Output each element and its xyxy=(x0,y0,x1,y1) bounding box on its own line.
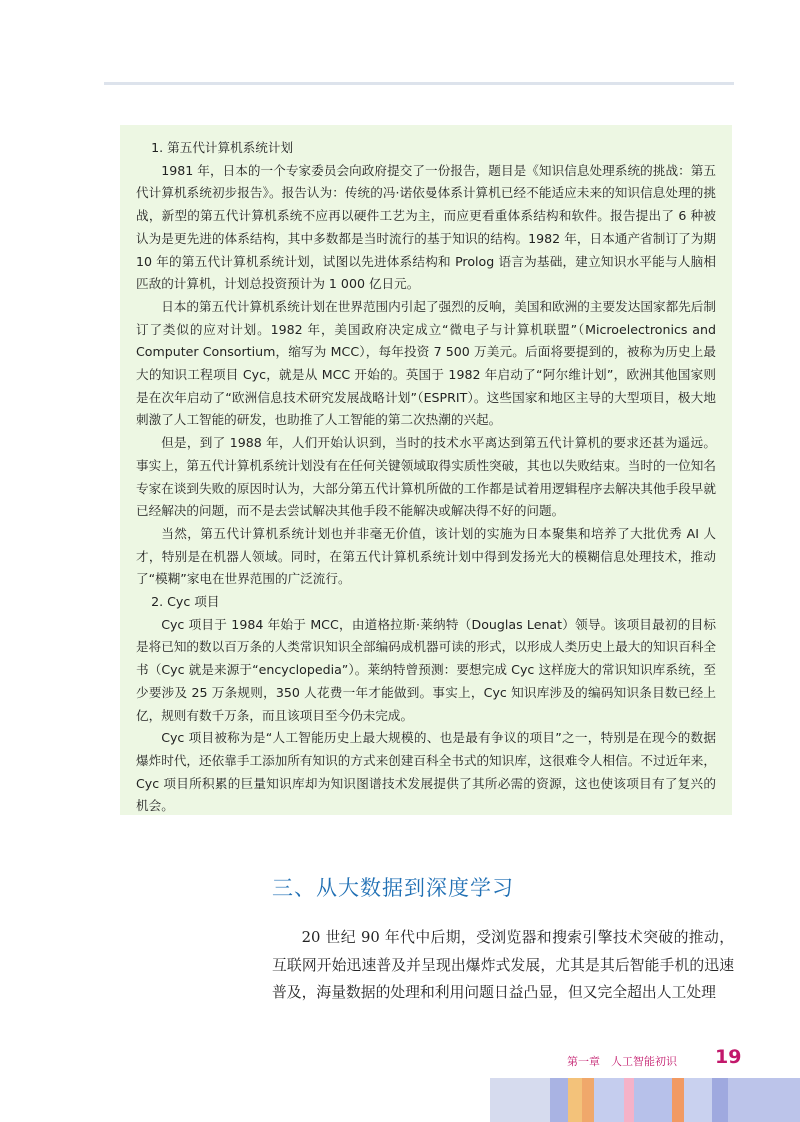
section-body: 20 世纪 90 年代中后期，受浏览器和搜索引擎技术突破的推动，互联网开始迅速普及并呈现出爆炸式发展，尤其是其后智能手机的迅速普及，海量数据的处理和利用问题日益凸显，但又完全超出人工处理 xyxy=(272,929,734,1001)
reading-box xyxy=(120,125,732,815)
box-paragraph: 日本的第五代计算机系统计划在世界范围内引起了强烈的反响，美国和欧洲的主要发达国家都先后制订了类似的应对计划。1982 年，美国政府决定成立“微电子与计算机联盟”（Microelectronics and Computer Consortium，缩写为 MCC），每年投资 7 500 万美元。后面将要提到的，被称为历史上最大的知识工程项目 Cyc，就是从 MCC 开始的。英国于 1982 年启动了“阿尔维计划”，欧洲其他国家则是在次年启动了“欧洲信息技术研究发展战略计划”（ESPRIT）。这些国家和地区主导的大型项目，极大地刺激了人工智能的研发，也助推了人工智能的第二次热潮的兴起。 xyxy=(136,298,716,428)
box-paragraph: 但是，到了 1988 年，人们开始认识到，当时的技术水平离达到第五代计算机的要求还甚为遥远。事实上，第五代计算机系统计划没有在任何关键领域取得实质性突破，其也以失败结束。当时的一位知名专家在谈到失败的原因时认为，大部分第五代计算机所做的工作都是试着用逻辑程序去解决其他手段早就已经解决的问题，而不是去尝试解决其他手段不能解决或解决得不好的问题。 xyxy=(136,435,716,519)
box-paragraph: Cyc 项目被称为是“人工智能历史上最大规模的、也是最有争议的项目”之一，特别是在现今的数据爆炸时代，还依靠手工添加所有知识的方式来创建百科全书式的知识库，这很难令人相信。不过近年来，Cyc 项目所积累的巨量知识库却为知识图谱技术发展提供了其所必需的资源，这也使该项目有了复兴的机会。 xyxy=(136,730,716,814)
box-heading-fifth-gen: 1. 第五代计算机系统计划 xyxy=(151,140,294,155)
footer-chapter-label: 第一章 人工智能初识 xyxy=(567,1055,677,1068)
box-paragraph: 当然，第五代计算机系统计划也并非毫无价值，该计划的实施为日本聚集和培养了大批优秀 AI 人才，特别是在机器人领域。同时，在第五代计算机系统计划中得到发扬光大的模糊信息处理技术，推动了“模糊”家电在世界范围的广泛流行。 xyxy=(136,525,716,587)
box-paragraph: 1981 年，日本的一个专家委员会向政府提交了一份报告，题目是《知识信息处理系统的挑战：第五代计算机系统初步报告》。报告认为：传统的冯·诺依曼体系计算机已经不能适应未来的知识信息处理的挑战，新型的第五代计算机系统不应再以硬件工艺为主，而应更看重体系结构和软件。报告提出了 6 种被认为是更先进的体系结构，其中多数都是当时流行的基于知识的结构。1982 年，日本通产省制订了为期 10 年的第五代计算机系统计划，试图以先进体系结构和 Prolog 语言为基础，建立知识水平能与人脑相匹敌的计算机，计划总投资预计为 1 000 亿日元。 xyxy=(136,162,716,292)
section-title: 三、从大数据到深度学习 xyxy=(272,876,514,900)
box-paragraph: Cyc 项目于 1984 年始于 MCC，由道格拉斯·莱纳特（Douglas Lenat）领导。该项目最初的目标是将已知的数以百万条的人类常识知识全部编码成机器可读的形式，以形成人类历史上最大的知识百科全书（Cyc 就是来源于“encyclopedia”）。莱纳特曾预测：要想完成 Cyc 这样庞大的常识知识库系统，至少要涉及 25 万条规则，350 人花费一年才能做到。事实上，Cyc 知识库涉及的编码知识条目数已经上亿，规则有数千万条，而且该项目至今仍未完成。 xyxy=(136,616,716,723)
box-heading-cyc: 2. Cyc 项目 xyxy=(151,594,220,610)
header-rule xyxy=(104,82,734,85)
decorative-stripes xyxy=(490,1078,800,1122)
page-number: 19 xyxy=(715,1046,742,1068)
